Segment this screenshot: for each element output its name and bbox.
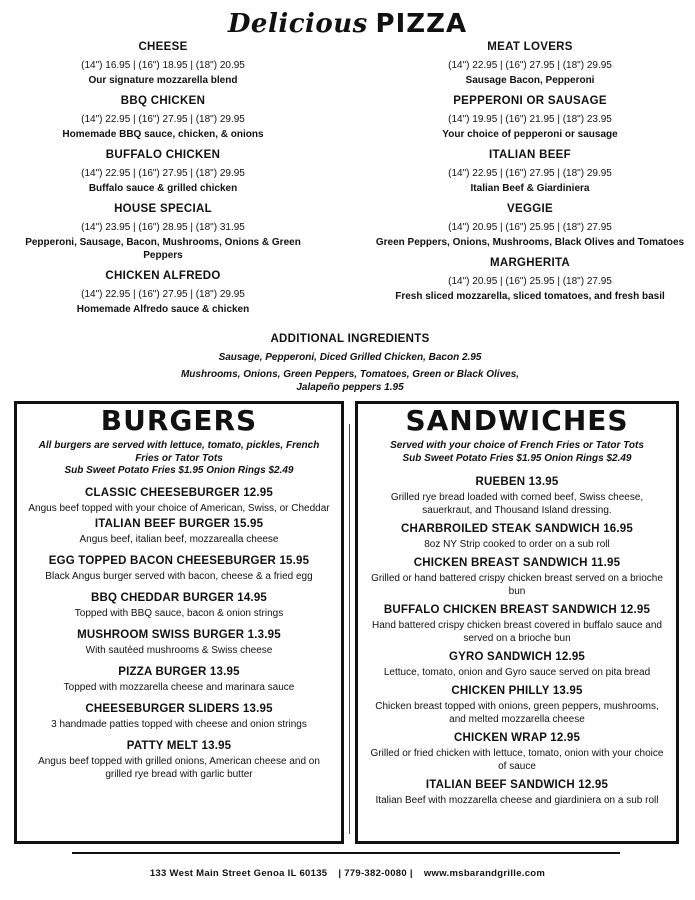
pizza-price: (14") 20.95 | (16") 25.95 | (18") 27.95: [448, 276, 612, 287]
item-name: ITALIAN BEEF BURGER 15.95: [94, 517, 264, 530]
pizza-name: CHEESE: [138, 41, 188, 53]
footer: [0, 868, 695, 879]
footer-website[interactable]: www.msbarandgrille.com: [423, 868, 546, 879]
pizza-name: VEGGIE: [507, 203, 553, 215]
item-name: CHICKEN BREAST SANDWICH 11.95: [413, 557, 621, 569]
additional-line: Sausage, Pepperoni, Diced Grilled Chicken, Bacon 2.95: [218, 352, 482, 363]
section-intro: Sub Sweet Potato Fries $1.95 Onion Rings $2.49: [402, 452, 632, 464]
pizza-price: (14") 20.95 | (16") 25.95 | (18") 27.95: [448, 222, 612, 233]
pizza-item: [375, 40, 685, 87]
menu-item: [358, 650, 676, 679]
pizza-item: [18, 40, 308, 87]
pizza-item: [375, 148, 685, 195]
pizza-item: [375, 94, 685, 141]
item-description: Grilled or hand battered crispy chicken breast served on a brioche bun: [371, 573, 663, 597]
item-description: Italian Beef with mozzarella cheese and giardiniera on a sub roll: [375, 795, 659, 806]
pizza-name: BUFFALO CHICKEN: [105, 149, 221, 161]
pizza-item: [18, 269, 308, 316]
pizza-price: (14") 22.95 | (16") 27.95 | (18") 29.95: [448, 168, 612, 179]
pizza-name: ITALIAN BEEF: [489, 149, 571, 161]
pizza-price: (14") 22.95 | (16") 27.95 | (18") 29.95: [81, 114, 245, 125]
item-name: GYRO SANDWICH 12.95: [448, 651, 586, 663]
item-name: ITALIAN BEEF SANDWICH 12.95: [425, 779, 609, 791]
pizza-price: (14") 23.95 | (16") 28.95 | (18") 31.95: [81, 222, 245, 233]
item-name: MUSHROOM SWISS BURGER 1.3.95: [77, 628, 281, 641]
title-caps: PIZZA: [375, 9, 468, 39]
menu-item: [17, 702, 341, 731]
item-name: CHARBROILED STEAK SANDWICH 16.95: [401, 523, 633, 535]
page-title: [0, 8, 695, 39]
section-intro: Sub Sweet Potato Fries $1.95 Onion Rings $2.49: [64, 465, 294, 476]
pizza-column-right: [375, 40, 685, 310]
menu-item: [358, 603, 676, 645]
burgers-section: [14, 401, 344, 844]
pizza-item: [375, 202, 685, 249]
item-name: RUEBEN 13.95: [475, 476, 559, 488]
menu-item: [17, 591, 341, 620]
pizza-description: Italian Beef & Giardiniera: [470, 183, 590, 194]
item-name: CHICKEN WRAP 12.95: [453, 732, 581, 744]
item-description: Black Angus burger served with bacon, cheese & a fried egg: [45, 570, 313, 582]
pizza-description: Your choice of pepperoni or sausage: [442, 129, 618, 140]
pizza-item: [18, 94, 308, 141]
menu-item: [17, 628, 341, 657]
item-name: BBQ CHEDDAR BURGER 14.95: [90, 591, 268, 604]
menu-item: [358, 684, 676, 726]
item-description: Grilled or fried chicken with lettuce, tomato, onion with your choice of sauce: [370, 748, 664, 772]
item-description: Angus beef topped with grilled onions, American cheese and on grilled rye bread with garlic butter: [38, 755, 320, 780]
menu-item: [17, 554, 341, 583]
pizza-description: Homemade BBQ sauce, chicken, & onions: [62, 129, 264, 140]
pizza-price: (14") 22.95 | (16") 27.95 | (18") 29.95: [81, 289, 245, 300]
item-name: PATTY MELT 13.95: [126, 739, 232, 752]
menu-item: [358, 731, 676, 773]
item-description: Angus beef, italian beef, mozzarealla cheese: [79, 533, 279, 545]
additional-line: Mushrooms, Onions, Green Peppers, Tomatoes, Green or Black Olives, Jalapeño peppers 1.95: [180, 369, 520, 393]
pizza-item: [18, 202, 308, 262]
sandwiches-section: [355, 401, 679, 844]
item-description: Topped with BBQ sauce, bacon & onion strings: [74, 607, 284, 619]
item-description: Topped with mozzarella cheese and marinara sauce: [63, 681, 295, 693]
footer-address: 133 West Main Street Genoa IL 60135: [149, 868, 328, 879]
item-description: With sautéed mushrooms & Swiss cheese: [85, 644, 273, 656]
item-description: Grilled rye bread loaded with corned beef, Swiss cheese, sauerkraut, and Thousand Island dressing.: [390, 492, 644, 516]
menu-item: [17, 739, 341, 781]
pizza-description: Green Peppers, Onions, Mushrooms, Black Olives and Tomatoes: [375, 237, 685, 248]
additional-ingredients: [180, 332, 520, 394]
pizza-column-left: [18, 40, 308, 323]
pizza-description: Homemade Alfredo sauce & chicken: [76, 304, 250, 315]
title-script: Delicious: [227, 9, 368, 39]
menu-item: [17, 486, 341, 515]
item-description: Angus beef topped with your choice of American, Swiss, or Cheddar: [28, 502, 330, 514]
pizza-name: CHICKEN ALFREDO: [105, 270, 221, 282]
pizza-description: Pepperoni, Sausage, Bacon, Mushrooms, Onions & Green Peppers: [25, 237, 301, 261]
item-description: Hand battered crispy chicken breast covered in buffalo sauce and served on a brioche bun: [372, 620, 662, 644]
section-intro: All burgers are served with lettuce, tomato, pickles, French Fries or Tator Tots: [38, 440, 320, 464]
section-intro: Served with your choice of French Fries or Tator Tots: [390, 440, 644, 451]
item-name: BUFFALO CHICKEN BREAST SANDWICH 12.95: [383, 604, 651, 616]
pizza-name: PEPPERONI OR SAUSAGE: [453, 95, 607, 107]
item-description: Lettuce, tomato, onion and Gyro sauce served on pita bread: [383, 667, 651, 678]
pizza-price: (14") 22.95 | (16") 27.95 | (18") 29.95: [81, 168, 245, 179]
pizza-price: (14") 19.95 | (16") 21.95 | (18") 23.95: [448, 114, 612, 125]
menu-item: [358, 556, 676, 598]
item-name: CHEESEBURGER SLIDERS 13.95: [85, 702, 273, 715]
pizza-name: MEAT LOVERS: [487, 41, 573, 53]
item-name: CLASSIC CHEESEBURGER 12.95: [85, 486, 273, 499]
item-name: EGG TOPPED BACON CHEESEBURGER 15.95: [48, 554, 310, 567]
pizza-name: HOUSE SPECIAL: [114, 203, 212, 215]
additional-title: ADDITIONAL INGREDIENTS: [270, 333, 430, 345]
item-description: 3 handmade patties topped with cheese and onion strings: [51, 718, 307, 730]
menu-item: [358, 522, 676, 551]
pizza-item: [18, 148, 308, 195]
footer-phone: | 779-382-0080 |: [338, 868, 413, 879]
item-name: CHICKEN PHILLY 13.95: [451, 685, 583, 697]
pizza-price: (14") 22.95 | (16") 27.95 | (18") 29.95: [448, 60, 612, 71]
pizza-description: Buffalo sauce & grilled chicken: [88, 183, 238, 194]
menu-item: [17, 517, 341, 546]
pizza-name: MARGHERITA: [489, 257, 571, 269]
section-divider: [349, 424, 350, 834]
menu-item: [17, 665, 341, 694]
section-title: BURGERS: [100, 404, 258, 437]
pizza-item: [375, 256, 685, 303]
item-description: Chicken breast topped with onions, green peppers, mushrooms, and melted mozzarella cheese: [375, 701, 659, 725]
menu-item: [358, 475, 676, 517]
pizza-description: Sausage Bacon, Pepperoni: [465, 75, 595, 86]
pizza-description: Our signature mozzarella blend: [88, 75, 238, 86]
menu-item: [358, 778, 676, 807]
footer-divider: [72, 852, 620, 854]
pizza-name: BBQ CHICKEN: [120, 95, 206, 107]
item-description: 8oz NY Strip cooked to order on a sub roll: [424, 539, 610, 550]
pizza-price: (14") 16.95 | (16") 18.95 | (18") 20.95: [81, 60, 245, 71]
pizza-description: Fresh sliced mozzarella, sliced tomatoes, and fresh basil: [395, 291, 665, 302]
item-name: PIZZA BURGER 13.95: [118, 665, 240, 678]
section-title: SANDWICHES: [405, 404, 629, 437]
